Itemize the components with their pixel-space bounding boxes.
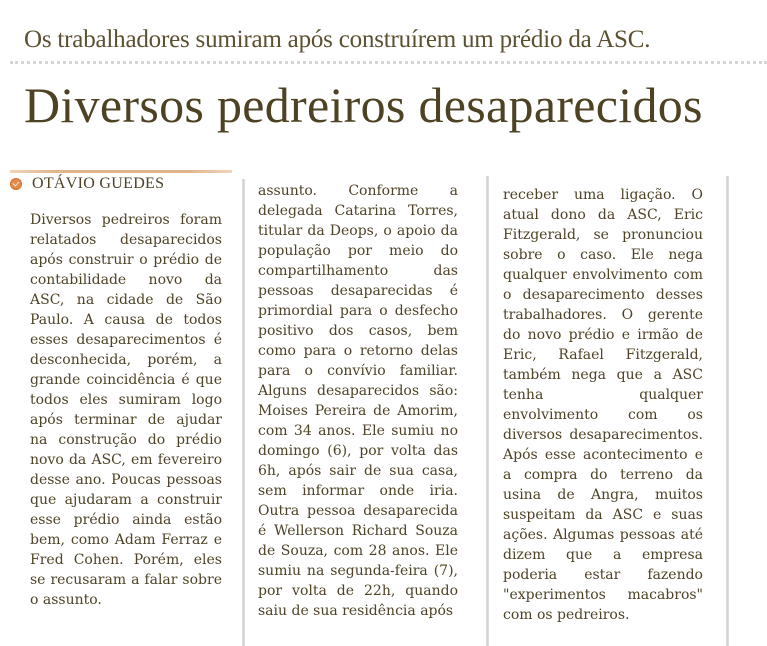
column-divider xyxy=(486,176,489,646)
article-column-1 xyxy=(30,210,222,610)
column-text: assunto. Conforme a delegada Catarina Torres, titular da Deops, o apoio da população por meio do compartilhamento das pessoas desaparecidas é primordial para o desfecho positivo dos casos, bem como para o retorno delas para o convívio familiar. Alguns desaparecidos são: Moises Pereira de Amorim, com 34 anos. Ele sumiu no domingo (6), por volta das 6h, após sair de sua casa, sem informar onde iria. Outra pessoa desaparecida é Wellerson Richard Souza de Souza, com 28 anos. Ele sumiu na segunda-feira (7), por volta de 22h, quando saiu de sua residência após xyxy=(258,183,458,619)
column-text: Diversos pedreiros foram relatados desaparecidos após construir o prédio de contabilidade novo da ASC, na cidade de São Paulo. A causa de todos esses desaparecimentos é desconhecida, porém, a grande coincidência é que todos eles sumiram logo após terminar de ajudar na construção do prédio novo da ASC, em fevereiro desse ano. Poucas pessoas que ajudaram a construir esse prédio ainda estão bem, como Adam Ferraz e Fred Cohen. Porém, eles se recusaram a falar sobre o assunto. xyxy=(30,212,222,608)
check-circle-icon xyxy=(10,178,22,190)
author-divider xyxy=(10,170,232,173)
author-byline xyxy=(10,175,164,193)
article-headline: Diversos pedreiros desaparecidos xyxy=(24,77,703,133)
article-column-2 xyxy=(258,181,458,621)
article-column-3 xyxy=(503,185,703,625)
column-divider xyxy=(726,176,729,646)
column-text: receber uma ligação. O atual dono da ASC, Eric Fitzgerald, se pronunciou sobre o caso. Ele nega qualquer envolvimento com o desaparecimento desses trabalhadores. O gerente do novo prédio e irmão de Eric, Rafael Fitzgerald, também nega que a ASC tenha qualquer envolvimento com os diversos desaparecimentos. Após esse acontecimento e a compra do terreno da usina de Angra, muitos suspeitam da ASC e suas ações. Algumas pessoas até dizem que a empresa poderia estar fazendo "experimentos macabros" com os pedreiros. xyxy=(503,187,703,623)
article-subtitle: Os trabalhadores sumiram após construírem um prédio da ASC. xyxy=(24,26,651,53)
dotted-divider xyxy=(10,61,767,64)
column-divider xyxy=(242,179,245,646)
author-name: OTÁVIO GUEDES xyxy=(32,175,165,192)
